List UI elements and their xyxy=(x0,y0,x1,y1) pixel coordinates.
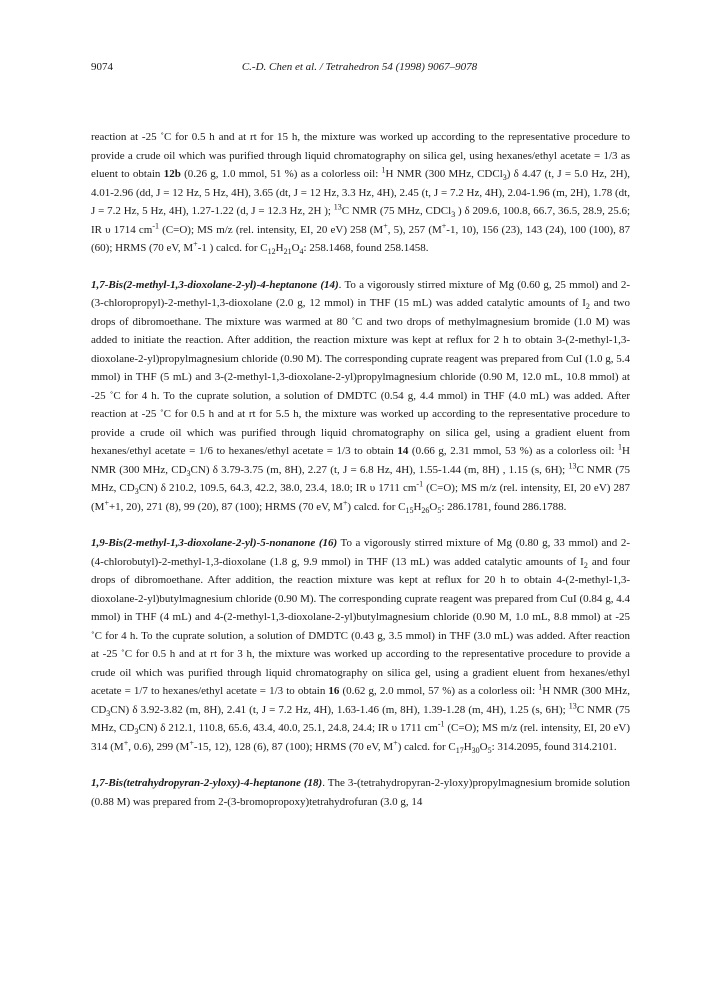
subscript: 30 xyxy=(471,745,480,755)
superscript: 13 xyxy=(568,700,577,710)
text-run: C NMR (75 MHz, CD xyxy=(91,463,630,494)
superscript: + xyxy=(193,239,198,249)
text-run: CN) δ 3.92-3.82 (m, 8H), 2.41 (t, J = 7.2 Hz, 4H), 1.63-1.46 (m, 8H), 1.39-1.28 (m, 4H), 1.25 (s, 6H); xyxy=(110,703,569,716)
text-run: ) calcd. for C xyxy=(397,740,456,753)
paragraph-12b-characterization xyxy=(91,128,630,258)
superscript: + xyxy=(383,220,388,230)
superscript: -1 xyxy=(416,479,424,489)
text-run: -1, 10), 156 (23), 143 (24), 100 (100), 87 (60); HRMS (70 eV, M xyxy=(91,223,631,254)
text-run: C NMR (75 MHz, CD xyxy=(91,703,631,734)
text-run: : 314.2095, found 314.2101. xyxy=(491,740,617,753)
superscript: + xyxy=(342,497,348,507)
superscript: + xyxy=(393,737,398,747)
text-run: ) δ 4.47 (t, J = 5.0 Hz, 2H), 4.01-2.96 (dd, J = 12 Hz, 5 Hz, 4H), 3.65 (dt, J = 12 Hz, 3.3 Hz, 4H), 2.45 (t, J = 7.2 Hz, 4H), 2.04-1.96 (m, 2H), 1.78 (dt, J = 7.2 Hz, 5 Hz, 4H), 1.27-1.22 (d, J = 12.3 Hz, 2H ); xyxy=(91,168,630,217)
text-run: , 5), 257 (M xyxy=(387,223,442,236)
subscript: 3 xyxy=(502,173,507,183)
text-run: (C=O); MS m/z (rel. intensity, EI, 20 eV) 314 (M xyxy=(91,722,630,753)
superscript: 1 xyxy=(618,442,623,452)
text-run: (0.62 g, 2.0 mmol, 57 %) as a colorless oil: xyxy=(339,685,539,697)
text-run: : 286.1781, found 286.1788. xyxy=(441,500,567,513)
text-run: and four drops of dibromoethane. After addition, the reaction mixture was kept at reflux for 20 h to obtain 4-(2-methyl-1,3-dioxolane-2-yl)butylmagnesium chloride (0.90 M). The corresponding cuprate reagent was prepared from CuI (0.84 g, 4.4 mmol) in THF (4 mL) and 4-(2-methyl-1,3-dioxolane-2-yl)butylmagnesium chloride (0.90 M, 1.0 mL, 8.8 mmol) at -25 ˚C for 4 h. To the cuprate solution, a solution of DMDTC (0.43 g, 3.5 mmol) in THF (3.0 mL) was added. After reaction at -25 ˚C for 0.5 h and at rt for 3 h, the mixture was worked up according to the representative procedure to provide a crude oil which was purified through liquid chromatography on silica gel, using a gradient eluent from hexanes/ethyl acetate = 1/7 to hexanes/ethyl acetate = 1/3 to obtain xyxy=(91,555,630,697)
text-run: H NMR (300 MHz, CD xyxy=(91,685,630,716)
superscript: + xyxy=(123,737,129,747)
text-run: CN) δ 212.1, 110.8, 65.6, 43.4, 40.0, 25.1, 24.8, 24.4; IR υ 1711 cm xyxy=(138,722,438,734)
text-run: C NMR (75 MHz, CDCl xyxy=(341,205,452,217)
text-run: ) calcd. for C xyxy=(347,500,406,513)
subscript: 5 xyxy=(487,745,492,755)
text-run: O xyxy=(291,242,300,254)
superscript: + xyxy=(189,737,194,747)
subscript: 3 xyxy=(134,727,139,737)
subscript: 17 xyxy=(455,745,464,755)
subscript: 12 xyxy=(267,247,276,257)
text-run: -15, 12), 128 (6), 87 (100); HRMS (70 eV, M xyxy=(193,740,394,753)
text-run: H xyxy=(413,500,422,513)
text-run: O xyxy=(429,500,438,513)
running-title: C.-D. Chen et al. / Tetrahedron 54 (1998) 9067–9078 xyxy=(241,61,478,73)
subscript: 2 xyxy=(583,560,588,570)
compound-number: 12b xyxy=(163,168,181,180)
text-run: ) δ 209.6, 100.8, 66.7, 36.5, 28.9, 25.6; IR υ 1714 cm xyxy=(91,205,631,236)
superscript: -1 xyxy=(152,220,159,230)
compound-number: 14 xyxy=(397,445,409,457)
text-run: (0.66 g, 2.31 mmol, 53 %) as a colorless oil: xyxy=(408,445,619,457)
subscript: 15 xyxy=(405,505,414,515)
text-run: . The 3-(tetrahydropyran-2-yloxy)propylmagnesium bromide solution (0.88 M) was prepared from 2-(3-bromopropoxy)tetrahydrofuran (3.0 g, 14 xyxy=(91,777,630,808)
text-run: H NMR (300 MHz, CDCl xyxy=(385,168,503,180)
page-number: 9074 xyxy=(91,61,113,73)
subscript: 5 xyxy=(437,505,442,515)
text-run: : 258.1468, found 258.1458. xyxy=(303,242,429,254)
text-run: H xyxy=(463,740,472,753)
text-run: (C=O); MS m/z (rel. intensity, EI, 20 eV) 287 (M xyxy=(91,482,630,513)
text-run: O xyxy=(479,740,488,753)
text-run: . To a vigorously stirred mixture of Mg (0.60 g, 25 mmol) and 2-(3-chloropropyl)-2-methyl-1,3-dioxolane (2.0 g, 12 mmol) in THF (15 mL) was added catalytic amounts of I xyxy=(91,278,631,309)
text-run: CN) δ 210.2, 109.5, 64.3, 42.2, 38.0, 23.4, 18.0; IR υ 1711 cm xyxy=(138,482,417,494)
superscript: -1 xyxy=(437,719,445,729)
subscript: 3 xyxy=(451,210,456,220)
compound-heading: 1,7-Bis(2-methyl-1,3-dioxolane-2-yl)-4-heptanone (14) xyxy=(91,278,339,291)
superscript: + xyxy=(441,220,447,230)
subscript: 3 xyxy=(186,468,191,478)
subscript: 3 xyxy=(106,708,111,718)
compound-heading: 1,9-Bis(2-methyl-1,3-dioxolane-2-yl)-5-nonanone (16) xyxy=(91,537,338,549)
superscript: 1 xyxy=(381,165,386,175)
subscript: 21 xyxy=(283,247,292,257)
text-run: H xyxy=(275,242,284,254)
superscript: 13 xyxy=(333,202,342,212)
text-run: , 0.6), 299 (M xyxy=(128,740,190,753)
text-run: and two drops of dibromoethane. The mixture was warmed at 80 ˚C and two drops of methylmagnesium bromide (1.0 M) was added to initiate the reaction. After addition, the reaction mixture was kept at reflux for 2 h to obtain 3-(2-methyl-1,3-dioxolane-2-yl)propylmagnesium chloride (0.90 M). The corresponding cuprate reagent was prepared from CuI (1.0 g, 5.4 mmol) in THF (5 mL) and 3-(2-methyl-1,3-dioxolane-2-yl)propylmagnesium chloride (0.90 M, 12.0 mL, 10.8 mmol) at -25 ˚C for 4 h. To the cuprate solution, a solution of DMDTC (0.54 g, 4.4 mmol) in THF (4.0 mL) was added. After reaction at -25 ˚C for 0.5 h and at rt for 5.5 h, the mixture was worked up according to the representative procedure to provide a crude oil which was purified through liquid chromatography on silica gel, using a gradient eluent from hexanes/ethyl acetate = 1/6 to hexanes/ethyl acetate = 1/3 to obtain xyxy=(91,297,630,457)
superscript: 1 xyxy=(538,682,543,692)
paragraph-compound-14 xyxy=(91,276,630,517)
superscript: 13 xyxy=(568,460,577,470)
text-run: (0.26 g, 1.0 mmol, 51 %) as a colorless oil: xyxy=(180,168,382,180)
paragraph-compound-16 xyxy=(91,534,630,756)
superscript: + xyxy=(104,497,109,507)
text-run: CN) δ 3.79-3.75 (m, 8H), 2.27 (t, J = 6.8 Hz, 4H), 1.55-1.44 (m, 8H) , 1.15 (s, 6H); xyxy=(190,463,569,476)
subscript: 26 xyxy=(421,505,430,515)
paragraph-compound-18 xyxy=(91,774,630,811)
text-run: +1, 20), 271 (8), 99 (20), 87 (100); HRMS (70 eV, M xyxy=(108,500,343,513)
subscript: 4 xyxy=(299,247,304,257)
text-run: To a vigorously stirred mixture of Mg (0.80 g, 33 mmol) and 2-(4-chlorobutyl)-2-methyl-1,3-dioxolane (1.8 g, 9.9 mmol) in THF (13 mL) was added catalytic amounts of I xyxy=(91,537,630,568)
subscript: 3 xyxy=(134,487,139,497)
subscript: 2 xyxy=(585,302,590,312)
compound-heading: 1,7-Bis(tetrahydropyran-2-yloxy)-4-heptanone (18) xyxy=(91,777,323,789)
compound-number: 16 xyxy=(328,685,340,697)
text-run: H NMR (300 MHz, CD xyxy=(91,445,630,476)
text-run: -1 ) calcd. for C xyxy=(197,242,268,254)
text-run: reaction at -25 ˚C for 0.5 h and at rt for 15 h, the mixture was worked up according to the representative procedure to provide a crude oil which was purified through liquid chromatography on silica gel, using hexanes/ethyl acetate = 1/3 as eluent to obtain xyxy=(91,131,630,180)
text-run: (C=O); MS m/z (rel. intensity, EI, 20 eV) 258 (M xyxy=(159,223,384,236)
article-body xyxy=(91,128,630,811)
